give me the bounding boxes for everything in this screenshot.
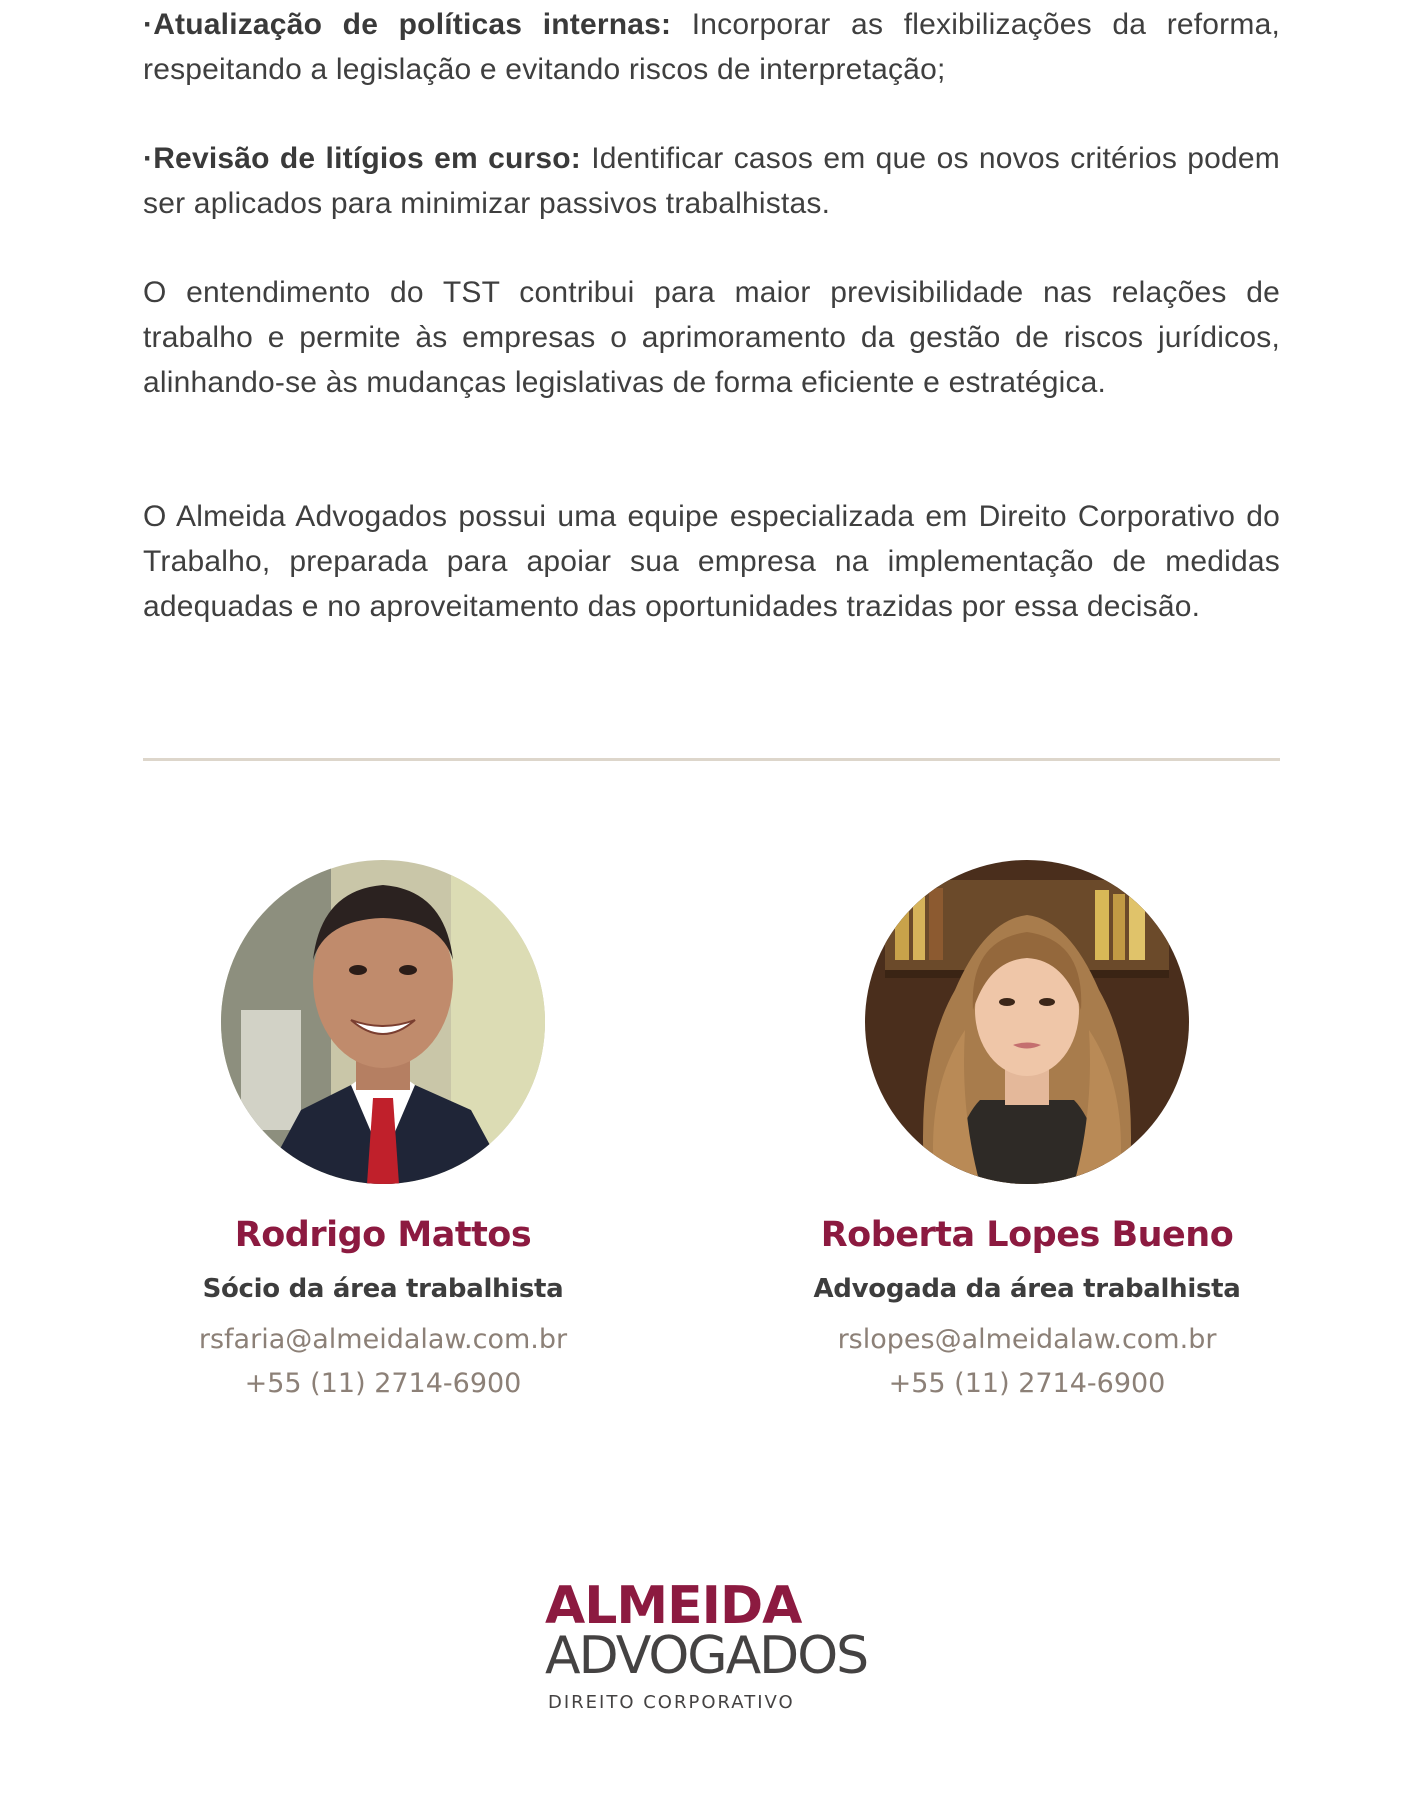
contact-name: Rodrigo Mattos <box>234 1215 532 1255</box>
contact-phone[interactable]: +55 (11) 2714-6900 <box>888 1368 1166 1399</box>
paragraph-lead: ·Atualização de políticas internas: <box>143 8 672 41</box>
contact-card-rodrigo <box>123 860 643 1402</box>
paragraph-text: O entendimento do TST contribui para maior previsibilidade nas relações de trabalho e permite às empresas o aprimoramento da gestão de riscos jurídicos, alinhando-se às mudanças legislativas de forma eficiente e estratégica. <box>143 276 1280 399</box>
contact-email[interactable]: rslopes@almeidalaw.com.br <box>837 1324 1217 1355</box>
paragraph-litigation-review <box>143 136 1280 226</box>
contact-email[interactable]: rsfaria@almeidalaw.com.br <box>198 1324 568 1355</box>
avatar-photo <box>221 860 545 1184</box>
logo-tagline: DIREITO CORPORATIVO <box>548 1692 795 1713</box>
contact-name: Roberta Lopes Bueno <box>820 1215 1234 1255</box>
logo-line-1: ALMEIDA <box>545 1576 802 1636</box>
paragraph-firm-offer <box>143 494 1280 629</box>
contact-role: Advogada da área trabalhista <box>813 1274 1241 1304</box>
paragraph-policy-update <box>143 2 1280 92</box>
paragraph-text: Identificar casos em que os novos critérios podem ser aplicados para minimizar passivos trabalhistas. <box>143 142 1280 220</box>
paragraph-text: O Almeida Advogados possui uma equipe especializada em Direito Corporativo do Trabalho, preparada para apoiar sua empresa na implementação de medidas adequadas e no aproveitamento das oportunidades trazidas por essa decisão. <box>143 500 1280 623</box>
section-divider <box>143 758 1280 761</box>
paragraph-lead: ·Revisão de litígios em curso: <box>143 142 581 175</box>
contact-card-roberta <box>767 860 1287 1402</box>
avatar-photo <box>865 860 1189 1184</box>
almeida-advogados-logo <box>545 1576 905 1714</box>
logo-line-2: ADVOGADOS <box>545 1626 868 1686</box>
contact-role: Sócio da área trabalhista <box>202 1274 564 1304</box>
paragraph-tst-understanding <box>143 270 1280 405</box>
paragraph-text: Incorporar as flexibilizações da reforma, respeitando a legislação e evitando riscos de interpretação; <box>143 8 1280 86</box>
contact-phone[interactable]: +55 (11) 2714-6900 <box>244 1368 522 1399</box>
